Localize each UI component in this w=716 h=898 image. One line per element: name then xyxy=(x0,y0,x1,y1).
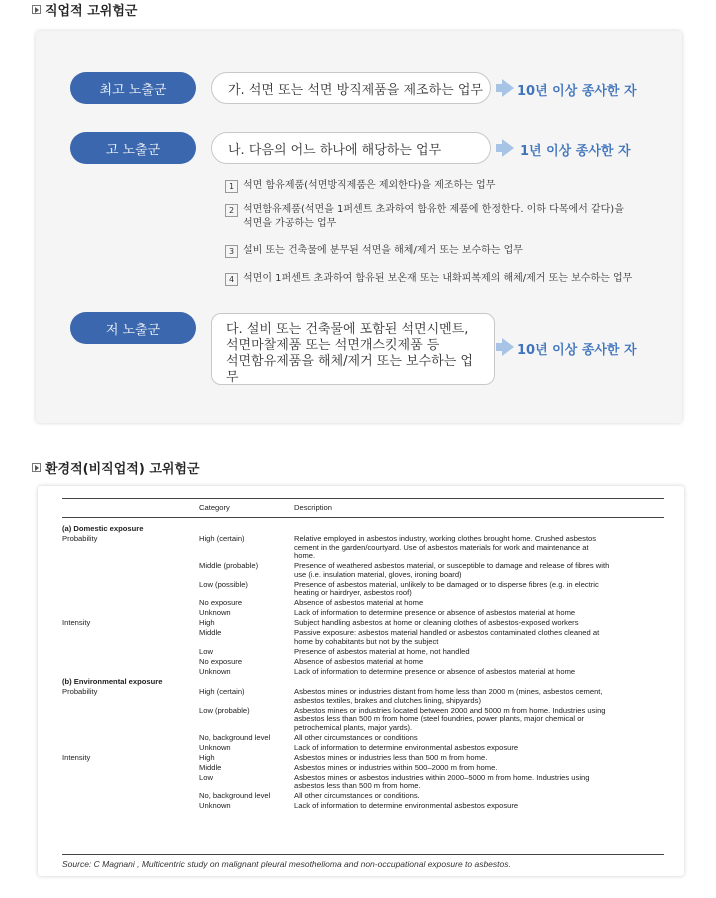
number-box: 1 xyxy=(225,180,238,193)
table-cell-description: heating or hairdryer, asbestos roof) xyxy=(294,588,412,598)
table-cell-description: Presence of asbestos material, unlikely to be damaged or to disperse fibres (e.g. in electric xyxy=(294,579,599,589)
group-desc-low-line: 석면마찰제품 또는 석면개스킷제품 등 xyxy=(226,338,440,353)
number-box: 3 xyxy=(225,245,238,258)
group-result-highest: 10년 이상 종사한 자 xyxy=(517,84,637,99)
table-cell-category: Unknown xyxy=(199,742,231,752)
group-desc-highest: 가. 석면 또는 석면 방직제품을 제조하는 업무 xyxy=(211,72,491,104)
group-label-high: 고 노출군 xyxy=(70,132,196,164)
sub-item xyxy=(225,203,624,231)
section-title-text: 직업적 고위험군 xyxy=(45,4,138,19)
table-cell-category: Low xyxy=(199,647,213,656)
sub-item xyxy=(225,244,523,258)
group-result-low: 10년 이상 종사한 자 xyxy=(517,343,637,358)
table-cell-category: Unknown xyxy=(199,667,231,676)
table-cell-description: Asbestos mines or asbestos industries within 2000–5000 m from home. Industries using xyxy=(294,772,590,782)
table-header-rule xyxy=(62,517,664,518)
group-desc-low-line: 석면함유제품을 해체/제거 또는 보수하는 업무 xyxy=(226,354,473,385)
table-cell-description: home by cohabitants but not by the subject xyxy=(294,637,439,646)
table-cell-description: Lack of information to determine presence or absence of asbestos material at home xyxy=(294,667,576,676)
table-cell-description: Asbestos mines or industries distant from home less than 2000 m (mines, asbestos cement, xyxy=(294,687,603,696)
table-cell-description: Lack of information to determine environmental asbestos exposure xyxy=(294,801,519,811)
table-cell-description: Lack of information to determine presence or absence of asbestos material at home xyxy=(294,608,576,618)
number-box: 2 xyxy=(225,204,238,217)
table-cell-category: Low xyxy=(199,772,213,782)
table-cell-description: petrochemical plants, major yards). xyxy=(294,722,413,732)
table-cell-category: Unknown xyxy=(199,801,231,811)
table-cell-category: No exposure xyxy=(199,657,243,666)
table-cell-group: (b) Environmental exposure xyxy=(62,677,163,686)
table-cell-description: asbestos less than 500 m from home. xyxy=(294,781,421,791)
table-cell-description: All other circumstances or conditions. xyxy=(294,791,420,801)
table-top-rule xyxy=(62,498,664,499)
occupational-panel xyxy=(36,31,682,423)
table-cell-category: Low (possible) xyxy=(199,579,248,589)
table-cell-description: Presence of asbestos material at home, not handled xyxy=(294,647,470,656)
table-cell-description: Absence of asbestos material at home xyxy=(294,657,424,666)
table-cell-category: Unknown xyxy=(199,608,231,618)
group-label-low: 저 노출군 xyxy=(70,312,196,344)
arrow-right-icon xyxy=(502,139,514,157)
arrow-right-icon xyxy=(502,79,514,97)
sub-item-text: 석면함유제품(석면을 1퍼센트 초과하여 함유한 제품에 한정한다. 이하 다목에서 같다)을 xyxy=(243,204,624,215)
sub-item-text: 석면 함유제품(석면방직제품은 제외한다)을 제조하는 업무 xyxy=(243,180,496,191)
table-cell-category: Middle (probable) xyxy=(199,561,259,571)
table-cell-category: No, background level xyxy=(199,732,271,742)
table-cell-description: Subject handling asbestos at home or cleaning clothes of asbestos-exposed workers xyxy=(294,618,579,628)
table-cell-category: High (certain) xyxy=(199,687,245,696)
table-cell-description: cement in the garden/courtyard. Use of asbestos materials for work and maintenance at xyxy=(294,542,589,552)
table-bottom-rule xyxy=(62,854,664,855)
table-cell-description: home. xyxy=(294,551,316,561)
group-label-highest: 최고 노출군 xyxy=(70,72,196,104)
group-result-high: 1년 이상 종사한 자 xyxy=(520,144,631,159)
table-cell-category: Middle xyxy=(199,762,222,772)
table-cell-description: Asbestos mines or industries less than 500 m from home. xyxy=(294,752,488,762)
table-cell-description: Passive exposure: asbestos material handled or asbestos contaminated clothes cleaned at xyxy=(294,628,600,638)
table-cell-description: Lack of information to determine environmental asbestos exposure xyxy=(294,742,519,752)
sub-item xyxy=(225,272,632,286)
table-cell-category: High xyxy=(199,752,215,762)
table-cell-category: No, background level xyxy=(199,791,271,801)
bullet-icon xyxy=(32,5,41,14)
table-cell-group: Intensity xyxy=(62,618,91,628)
bullet-icon xyxy=(32,463,41,472)
section-title-environmental xyxy=(32,458,200,477)
table-cell-description: use (i.e. insulation material, gloves, ironing board) xyxy=(294,569,462,579)
section-title-occupational xyxy=(32,0,137,19)
group-desc-low xyxy=(211,313,495,385)
section-title-text: 환경적(비직업적) 고위험군 xyxy=(45,462,200,477)
table-cell-description: All other circumstances or conditions xyxy=(294,732,418,742)
sub-item-text: 설비 또는 건축물에 분무된 석면을 해체/제거 또는 보수하는 업무 xyxy=(243,245,523,256)
table-cell-category: Middle xyxy=(199,628,222,638)
table-cell-description: Presence of weathered asbestos material, or susceptible to damage and release of fibres with xyxy=(294,561,610,571)
environmental-table-panel xyxy=(38,486,684,876)
table-cell-group: (a) Domestic exposure xyxy=(62,524,144,533)
group-desc-high: 나. 다음의 어느 하나에 해당하는 업무 xyxy=(211,132,491,164)
table-cell-description: Absence of asbestos material at home xyxy=(294,598,424,608)
table-cell-description: asbestos textiles, brakes and clutches lining, shipyards) xyxy=(294,695,481,705)
table-cell-group: Intensity xyxy=(62,752,91,762)
table-cell-description: Asbestos mines or industries located between 2000 and 5000 m from home. Industries using xyxy=(294,705,606,715)
table-cell-category: Low (probable) xyxy=(199,705,250,715)
group-desc-low-line: 다. 설비 또는 건축물에 포함된 석면시멘트, xyxy=(226,322,469,337)
table-cell-description: Asbestos mines or industries within 500–2000 m from home. xyxy=(294,762,498,772)
table-cell-description: asbestos less than 500 m from home (steel foundries, power plants, major chemical or xyxy=(294,714,584,724)
sub-item xyxy=(225,179,495,193)
arrow-right-icon xyxy=(502,338,514,356)
table-cell-category: High (certain) xyxy=(199,534,245,543)
number-box: 4 xyxy=(225,273,238,286)
table-cell-category: High xyxy=(199,618,215,628)
table-header-category: Category xyxy=(199,503,230,512)
sub-item-text: 석면을 가공하는 업무 xyxy=(243,218,337,229)
table-header-description: Description xyxy=(294,503,332,512)
table-source: Source: C Magnani , Multicentric study on malignant pleural mesothelioma and non-occupational exposure to asbestos. xyxy=(62,859,511,869)
table-cell-group: Probability xyxy=(62,534,98,543)
table-cell-category: No exposure xyxy=(199,598,243,608)
table-cell-description: Relative employed in asbestos industry, working clothes brought home. Crushed asbestos xyxy=(294,534,597,543)
table-cell-group: Probability xyxy=(62,687,98,696)
sub-item-text: 석면이 1퍼센트 초과하여 함유된 보온재 또는 내화피복제의 해체/제거 또는 보수하는 업무 xyxy=(243,273,633,284)
